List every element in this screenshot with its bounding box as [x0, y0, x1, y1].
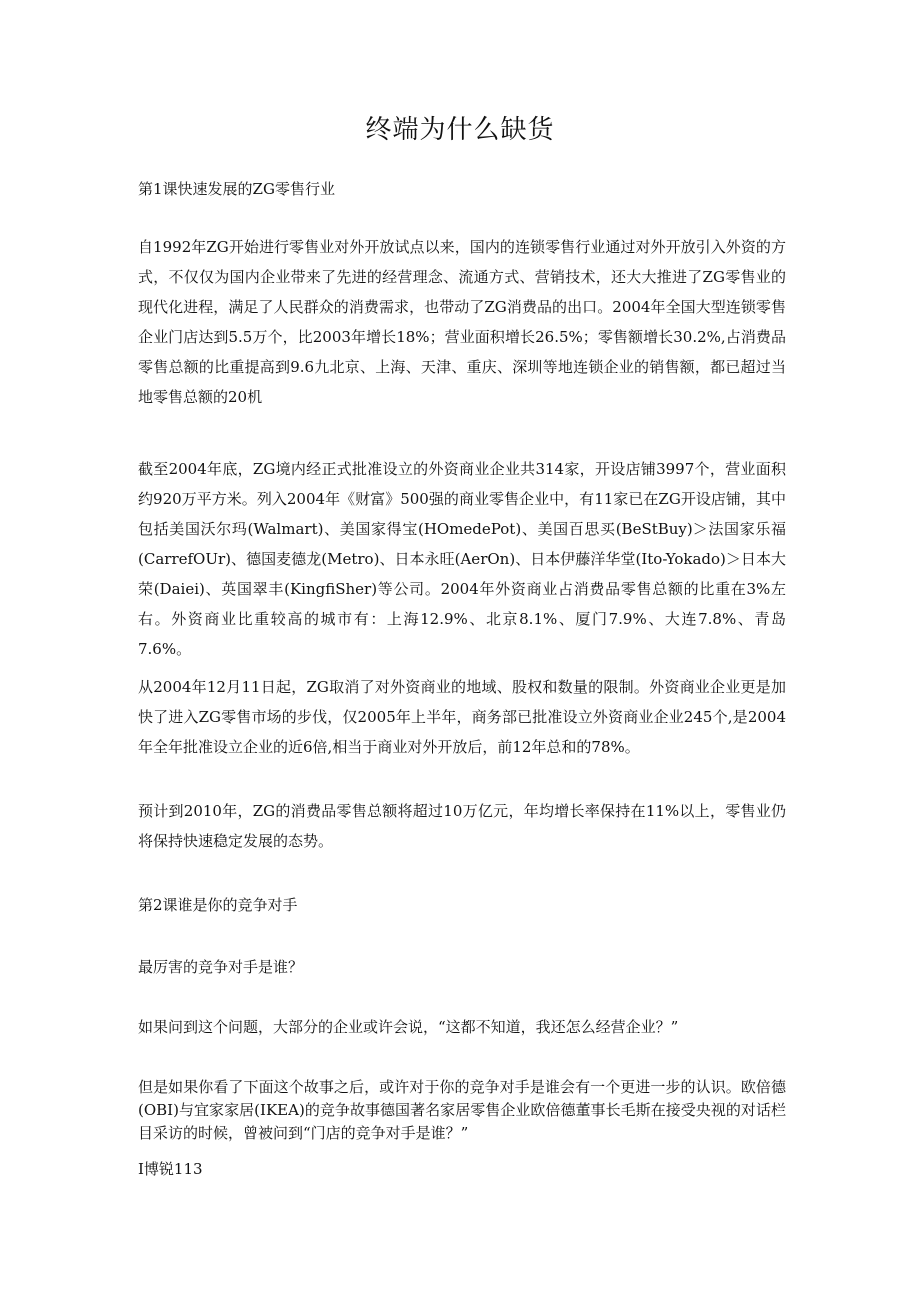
question-typical-answer: 如果问到这个问题，大部分的企业或许会说，“这都不知道，我还怎么经营企业？”: [138, 1018, 679, 1036]
paragraph-obi-ikea-story: 但是如果你看了下面这个故事之后，或许对于你的竞争对手是谁会有一个更进一步的认识。欧倍德(OBI)与宜家家居(IKEA)的竞争故事德国著名家居零售企业欧倍德董事长毛斯在接受央视的对话栏目采访的时候，曾被问到“门店的竞争对手是谁？”: [138, 1078, 786, 1142]
paragraph-foreign-enterprises: 截至2004年底，ZG境内经正式批准设立的外资商业企业共314家，开设店铺3997个，营业面积约920万平方米。列入2004年《财富》500强的商业零售企业中，有11家已在ZG开设店铺，其中包括美国沃尔玛(Walmart)、美国家得宝(HOmedePot)、美国百思买(BeStBuy)＞法国家乐福(CarrefOUr)、德国麦德龙(Metro)、日本永旺(AerOn)、日本伊藤洋华堂(Ito-Yokado)＞日本大荣(Daiei)、英国翠丰(KingfiSher)等公司。2004年外资商业占消费品零售总额的比重在3%左右。外资商业比重较高的城市有：上海12.9%、北京8.1%、厦门7.9%、大连7.8%、青岛7.6%。: [138, 460, 786, 658]
lesson1-heading: 第1课快速发展的ZG零售行业: [138, 180, 335, 198]
page-title: 终端为什么缺货: [365, 115, 555, 145]
paragraph-forecast-2010: 预计到2010年，ZG的消费品零售总额将超过10万亿元，年均增长率保持在11%以上，零售业仍将保持快速稳定发展的态势。: [138, 802, 786, 850]
paragraph-retail-opening: 自1992年ZG开始进行零售业对外开放试点以来，国内的连锁零售行业通过对外开放引入外资的方式，不仅仅为国内企业带来了先进的经营理念、流通方式、营销技术，还大大推进了ZG零售业的现代化进程，满足了人民群众的消费需求，也带动了ZG消费品的出口。2004年全国大型连锁零售企业门店达到5.5万个，比2003年增长18%；营业面积增长26.5%；零售额增长30.2%,占消费品零售总额的比重提高到9.6九北京、上海、天津、重庆、深圳等地连锁企业的销售额，都已超过当地零售总额的20机: [138, 238, 786, 406]
footer-source: I博锐113: [138, 1160, 203, 1178]
lesson2-heading: 第2课谁是你的竞争对手: [138, 896, 298, 914]
paragraph-restrictions-lifted: 从2004年12月11日起，ZG取消了对外资商业的地域、股权和数量的限制。外资商业企业更是加快了进入ZG零售市场的步伐，仅2005年上半年，商务部已批准设立外资商业企业245个,是2004年全年批准设立企业的近6倍,相当于商业对外开放后，前12年总和的78%。: [138, 678, 786, 756]
question-strongest-competitor: 最厉害的竞争对手是谁？: [138, 958, 304, 976]
